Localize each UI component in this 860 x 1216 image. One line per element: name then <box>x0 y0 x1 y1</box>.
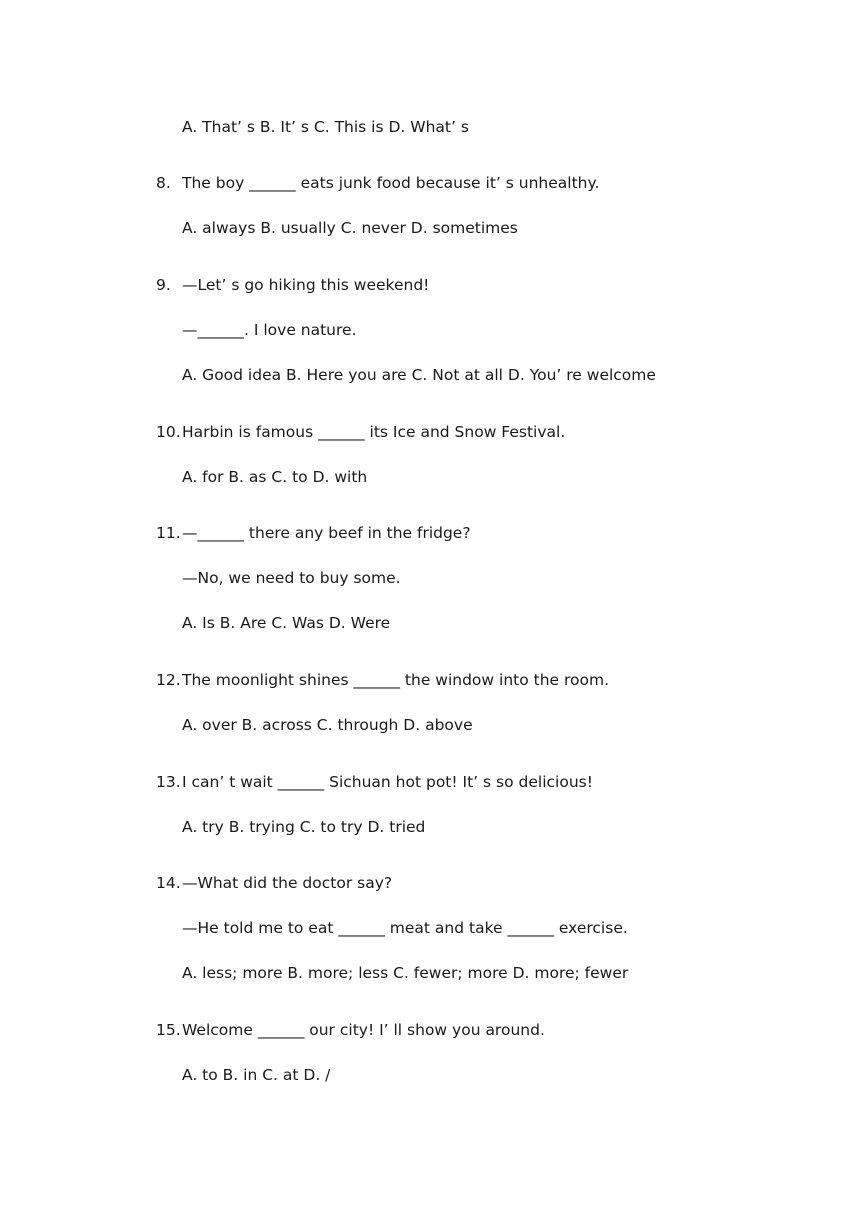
q14-number: 14. <box>156 874 181 892</box>
q15-options: A. to B. in C. at D. / <box>182 1066 331 1084</box>
q10-options: A. for B. as C. to D. with <box>182 468 368 486</box>
q12-number: 12. <box>156 671 181 689</box>
q11-text-line1: —______ there any beef in the fridge? <box>182 524 471 542</box>
q13-text: I can’ t wait ______ Sichuan hot pot! It’ s so delicious! <box>182 773 593 791</box>
q11-number: 11. <box>156 524 181 542</box>
q12-text: The moonlight shines ______ the window into the room. <box>182 671 610 689</box>
q8-number: 8. <box>156 174 171 192</box>
q9-text-line1: —Let’ s go hiking this weekend! <box>182 276 430 294</box>
q12-options: A. over B. across C. through D. above <box>182 716 473 734</box>
q10-text: Harbin is famous ______ its Ice and Snow Festival. <box>182 423 566 441</box>
q14-options: A. less; more B. more; less C. fewer; more D. more; fewer <box>182 964 629 982</box>
q11-text-line2: —No, we need to buy some. <box>182 569 401 587</box>
q9-number: 9. <box>156 276 171 294</box>
q9-text-line2: —______. I love nature. <box>182 321 357 339</box>
q14-text-line2: —He told me to eat ______ meat and take ______ exercise. <box>182 919 628 937</box>
q13-options: A. try B. trying C. to try D. tried <box>182 818 426 836</box>
q9-options: A. Good idea B. Here you are C. Not at all D. You’ re welcome <box>182 366 656 384</box>
q14-text-line1: —What did the doctor say? <box>182 874 393 892</box>
q7-options: A. That’ s B. It’ s C. This is D. What’ s <box>182 118 469 136</box>
q8-text: The boy ______ eats junk food because it’ s unhealthy. <box>182 174 600 192</box>
q10-number: 10. <box>156 423 181 441</box>
q11-options: A. Is B. Are C. Was D. Were <box>182 614 391 632</box>
q15-text: Welcome ______ our city! I’ ll show you around. <box>182 1021 545 1039</box>
q15-number: 15. <box>156 1021 181 1039</box>
q13-number: 13. <box>156 773 181 791</box>
q8-options: A. always B. usually C. never D. sometimes <box>182 219 518 237</box>
